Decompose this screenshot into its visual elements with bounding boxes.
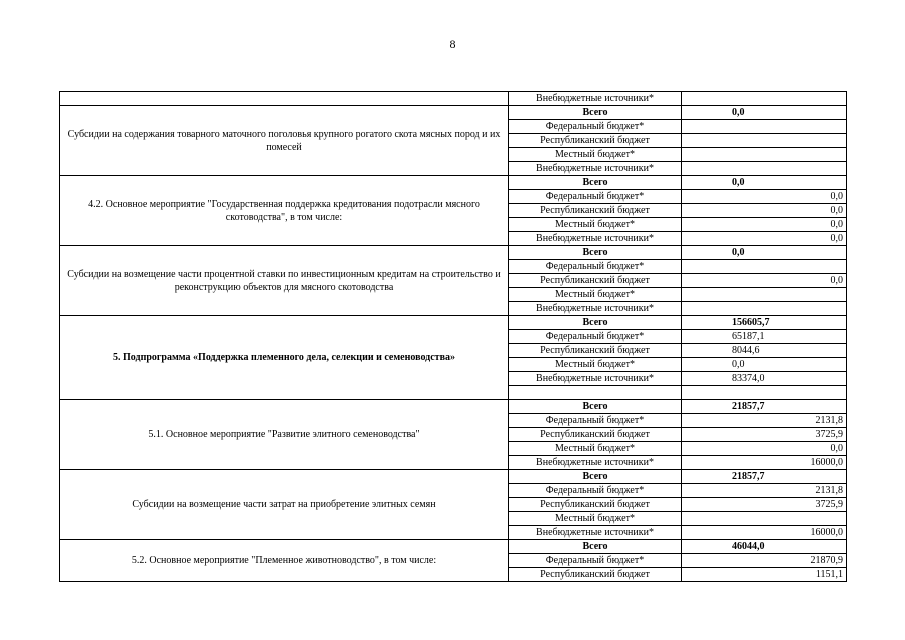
value-cell: [682, 92, 847, 106]
value-cell: 16000,0: [682, 456, 847, 470]
description-cell: 5. Подпрограмма «Поддержка племенного дела, селекции и семеноводства»: [60, 316, 509, 400]
value-cell: 83374,0: [682, 372, 847, 386]
value-cell: 0,0: [682, 246, 847, 260]
value-cell: 16000,0: [682, 526, 847, 540]
value-cell: [682, 134, 847, 148]
value-cell: 0,0: [682, 442, 847, 456]
table-row: [60, 106, 847, 120]
value-cell: 46044,0: [682, 540, 847, 554]
source-cell: Местный бюджет*: [509, 442, 682, 456]
value-cell: [682, 386, 847, 400]
value-cell: 0,0: [682, 204, 847, 218]
source-cell: Внебюджетные источники*: [509, 232, 682, 246]
table-row: [60, 246, 847, 260]
description-cell: Субсидии на содержания товарного маточного поголовья крупного рогатого скота мясных пород и их помесей: [60, 106, 509, 176]
source-cell: Местный бюджет*: [509, 358, 682, 372]
value-cell: 2131,8: [682, 414, 847, 428]
value-cell: [682, 512, 847, 526]
value-cell: 65187,1: [682, 330, 847, 344]
source-cell: Всего: [509, 400, 682, 414]
value-cell: 3725,9: [682, 498, 847, 512]
value-cell: 21857,7: [682, 470, 847, 484]
description-cell: Субсидии на возмещение части процентной ставки по инвестиционным кредитам на строительство и реконструкцию объектов для мясного скотоводства: [60, 246, 509, 316]
source-cell: Всего: [509, 176, 682, 190]
table-row: [60, 400, 847, 414]
value-cell: 1151,1: [682, 568, 847, 582]
table-row: [60, 92, 847, 106]
source-cell: Всего: [509, 540, 682, 554]
source-cell: Внебюджетные источники*: [509, 302, 682, 316]
source-cell: Местный бюджет*: [509, 148, 682, 162]
source-cell: Федеральный бюджет*: [509, 330, 682, 344]
value-cell: 0,0: [682, 358, 847, 372]
table-row: [60, 316, 847, 330]
source-cell: Республиканский бюджет: [509, 344, 682, 358]
source-cell: Федеральный бюджет*: [509, 414, 682, 428]
value-cell: 0,0: [682, 232, 847, 246]
source-cell: Местный бюджет*: [509, 288, 682, 302]
source-cell: Внебюджетные источники*: [509, 372, 682, 386]
source-cell: Республиканский бюджет: [509, 274, 682, 288]
value-cell: [682, 148, 847, 162]
description-cell: [60, 92, 509, 106]
description-cell: Субсидии на возмещение части затрат на приобретение элитных семян: [60, 470, 509, 540]
value-cell: 21870,9: [682, 554, 847, 568]
value-cell: 8044,6: [682, 344, 847, 358]
source-cell: Внебюджетные источники*: [509, 92, 682, 106]
description-cell: 5.1. Основное мероприятие "Развитие элитного семеноводства": [60, 400, 509, 470]
source-cell: Республиканский бюджет: [509, 204, 682, 218]
source-cell: Республиканский бюджет: [509, 568, 682, 582]
source-cell: Всего: [509, 316, 682, 330]
value-cell: 0,0: [682, 176, 847, 190]
value-cell: 156605,7: [682, 316, 847, 330]
source-cell: [509, 386, 682, 400]
source-cell: Внебюджетные источники*: [509, 162, 682, 176]
value-cell: [682, 288, 847, 302]
source-cell: Федеральный бюджет*: [509, 120, 682, 134]
source-cell: Местный бюджет*: [509, 218, 682, 232]
source-cell: Республиканский бюджет: [509, 498, 682, 512]
value-cell: 2131,8: [682, 484, 847, 498]
table-row: [60, 470, 847, 484]
source-cell: Внебюджетные источники*: [509, 456, 682, 470]
source-cell: Местный бюджет*: [509, 512, 682, 526]
value-cell: 3725,9: [682, 428, 847, 442]
value-cell: [682, 162, 847, 176]
page-number: 8: [449, 37, 456, 51]
source-cell: Федеральный бюджет*: [509, 484, 682, 498]
description-cell: 4.2. Основное мероприятие "Государственная поддержка кредитования подотрасли мясного скотоводства", в том числе:: [60, 176, 509, 246]
source-cell: Всего: [509, 246, 682, 260]
value-cell: 0,0: [682, 106, 847, 120]
value-cell: [682, 302, 847, 316]
source-cell: Республиканский бюджет: [509, 428, 682, 442]
source-cell: Федеральный бюджет*: [509, 260, 682, 274]
budget-table: [59, 91, 847, 582]
value-cell: 0,0: [682, 274, 847, 288]
description-cell: 5.2. Основное мероприятие "Племенное животноводство", в том числе:: [60, 540, 509, 582]
source-cell: Внебюджетные источники*: [509, 526, 682, 540]
source-cell: Федеральный бюджет*: [509, 554, 682, 568]
value-cell: [682, 260, 847, 274]
table-row: [60, 176, 847, 190]
source-cell: Республиканский бюджет: [509, 134, 682, 148]
table-row: [60, 540, 847, 554]
source-cell: Федеральный бюджет*: [509, 190, 682, 204]
source-cell: Всего: [509, 470, 682, 484]
value-cell: 21857,7: [682, 400, 847, 414]
value-cell: 0,0: [682, 190, 847, 204]
value-cell: 0,0: [682, 218, 847, 232]
source-cell: Всего: [509, 106, 682, 120]
value-cell: [682, 120, 847, 134]
